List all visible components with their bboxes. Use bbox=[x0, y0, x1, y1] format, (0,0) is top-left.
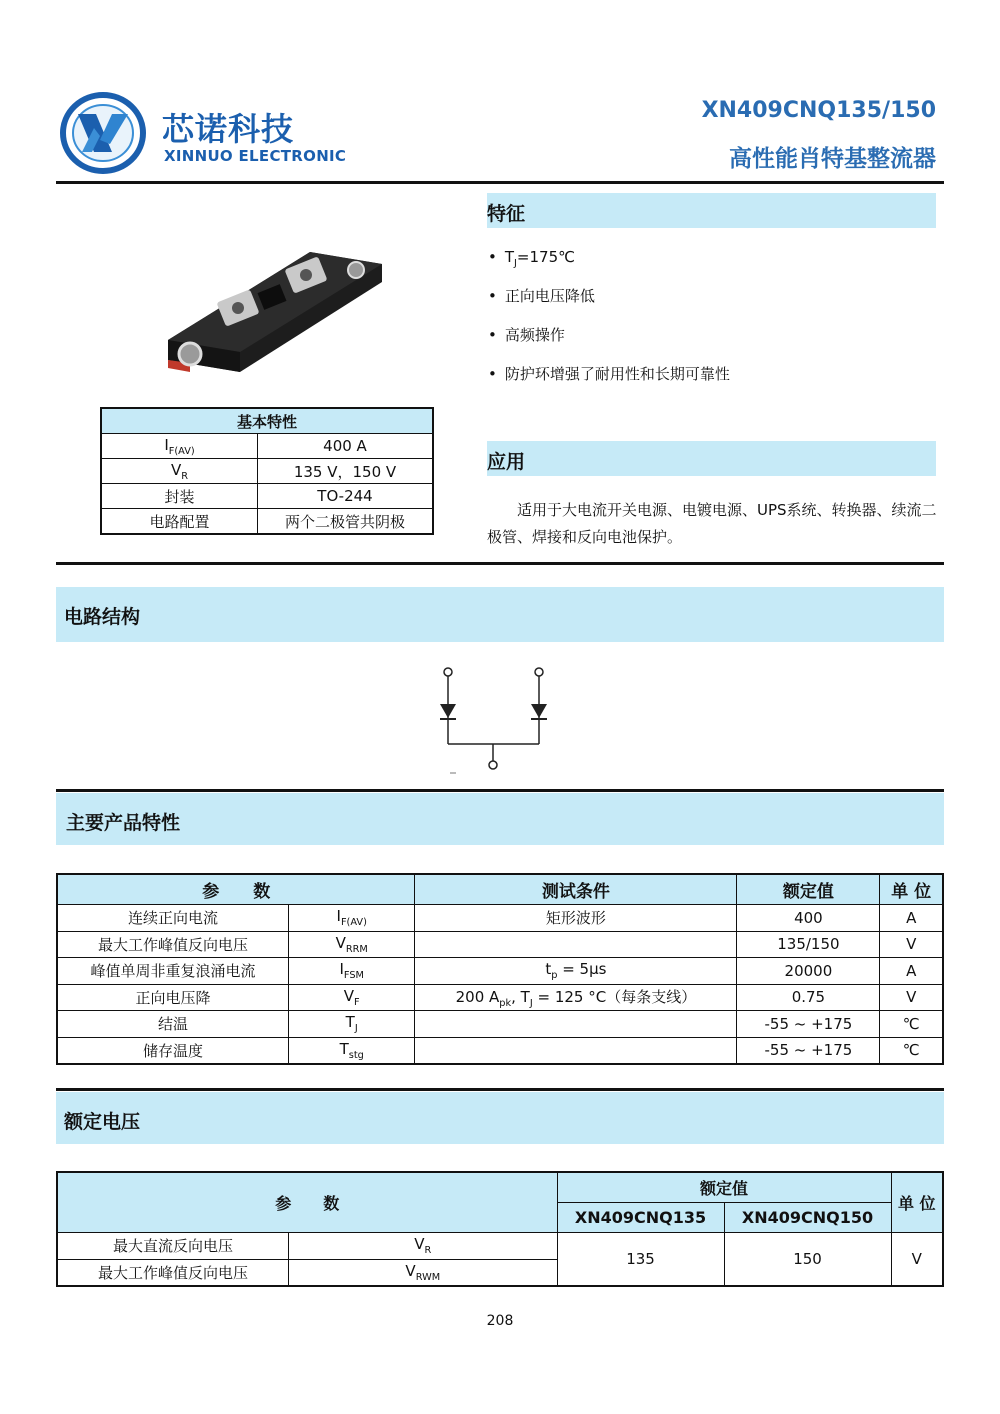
module-product-image bbox=[160, 240, 390, 390]
circuit-diagram bbox=[420, 660, 570, 780]
list-item: • 防护环增强了耐用性和长期可靠性 bbox=[488, 363, 730, 402]
voltage-param-symbol: $V_R$ bbox=[289, 1233, 558, 1260]
table-row bbox=[57, 1037, 943, 1064]
spec-name: 正向电压降 bbox=[57, 984, 289, 1011]
basic-param-cell: 电路配置 bbox=[101, 509, 258, 535]
application-heading-bar bbox=[487, 441, 936, 476]
main-specs-table bbox=[56, 873, 944, 1065]
spec-name: 连续正向电流 bbox=[57, 905, 289, 932]
voltage-value-135: 135 bbox=[557, 1233, 724, 1287]
basic-value-cell: 400 A bbox=[258, 434, 434, 459]
circuit-heading-bar bbox=[56, 587, 944, 642]
basic-characteristics-table bbox=[100, 407, 434, 535]
spec-condition bbox=[415, 1011, 737, 1038]
spec-name: 储存温度 bbox=[57, 1037, 289, 1064]
spec-condition: $t_p = 5\mu s$ bbox=[415, 958, 737, 985]
spec-value: 135/150 bbox=[737, 931, 880, 958]
spec-unit: A bbox=[880, 958, 943, 985]
header-divider bbox=[56, 181, 944, 184]
circuit-title: 电路结构 bbox=[64, 606, 141, 628]
table-row bbox=[57, 984, 943, 1011]
basic-value-cell: TO-244 bbox=[258, 484, 434, 509]
spec-condition bbox=[415, 931, 737, 958]
spec-value: 400 bbox=[737, 905, 880, 932]
company-logo-icon bbox=[60, 92, 146, 174]
voltage-param-name: 最大工作峰值反向电压 bbox=[57, 1259, 289, 1286]
header-param: 参 数 bbox=[57, 874, 415, 905]
basic-table-title: 基本特性 bbox=[101, 408, 433, 434]
spec-symbol: $I_{FSM}$ bbox=[289, 958, 415, 985]
spec-name: 峰值单周非重复浪涌电流 bbox=[57, 958, 289, 985]
features-title: 特征 bbox=[487, 203, 526, 225]
spec-name: 结温 bbox=[57, 1011, 289, 1038]
basic-value-cell: 两个二极管共阴极 bbox=[258, 509, 434, 535]
table-row bbox=[57, 1233, 943, 1260]
table-row bbox=[101, 484, 433, 509]
page-number: 208 bbox=[486, 1313, 514, 1329]
spec-value: 20000 bbox=[737, 958, 880, 985]
spec-symbol: $V_F$ bbox=[289, 984, 415, 1011]
table-row bbox=[57, 958, 943, 985]
header-unit: 单 位 bbox=[880, 874, 943, 905]
spec-symbol: $I_{F(AV)}$ bbox=[289, 905, 415, 932]
table-row bbox=[57, 1011, 943, 1038]
features-heading-bar bbox=[487, 193, 936, 228]
header-rating: 额定值 bbox=[557, 1172, 891, 1203]
spec-unit: ℃ bbox=[880, 1037, 943, 1064]
main-specs-heading-bar bbox=[56, 793, 944, 845]
basic-value-cell: 135 V，150 V bbox=[258, 459, 434, 484]
spec-unit: V bbox=[880, 984, 943, 1011]
voltage-unit: V bbox=[891, 1233, 943, 1287]
section-divider bbox=[56, 562, 944, 565]
header-condition: 测试条件 bbox=[415, 874, 737, 905]
main-specs-title: 主要产品特性 bbox=[66, 812, 181, 834]
spec-value: -55 ~ +175 bbox=[737, 1037, 880, 1064]
basic-param-cell: 封装 bbox=[101, 484, 258, 509]
rated-voltage-title: 额定电压 bbox=[64, 1111, 141, 1133]
voltage-param-symbol: $V_{RWM}$ bbox=[289, 1259, 558, 1286]
voltage-param-name: 最大直流反向电压 bbox=[57, 1233, 289, 1260]
header-param: 参 数 bbox=[57, 1172, 557, 1233]
basic-param-cell: $I_{F(AV)}$ bbox=[101, 434, 258, 459]
spec-condition: 200 $A_{pk}$, $T_J = 125$ °C（每条支线） bbox=[415, 984, 737, 1011]
basic-param-cell: $V_R$ bbox=[101, 459, 258, 484]
spec-value: 0.75 bbox=[737, 984, 880, 1011]
spec-value: -55 ~ +175 bbox=[737, 1011, 880, 1038]
spec-name: 最大工作峰值反向电压 bbox=[57, 931, 289, 958]
rated-voltage-heading-bar bbox=[56, 1092, 944, 1144]
table-row bbox=[57, 905, 943, 932]
brand-name-cn: 芯诺科技 bbox=[162, 110, 295, 148]
table-row bbox=[101, 434, 433, 459]
header-model-150: XN409CNQ150 bbox=[724, 1203, 891, 1233]
model-title: XN409CNQ135/150 bbox=[701, 98, 936, 123]
list-item: • $T_J=175℃$ bbox=[488, 246, 730, 285]
header-model-135: XN409CNQ135 bbox=[557, 1203, 724, 1233]
spec-symbol: $T_{stg}$ bbox=[289, 1037, 415, 1064]
table-row bbox=[101, 509, 433, 535]
rated-voltage-table bbox=[56, 1171, 944, 1287]
list-item: • 高频操作 bbox=[488, 324, 730, 363]
spec-condition bbox=[415, 1037, 737, 1064]
section-divider bbox=[56, 789, 944, 792]
voltage-value-150: 150 bbox=[724, 1233, 891, 1287]
application-title: 应用 bbox=[487, 451, 526, 473]
spec-unit: A bbox=[880, 905, 943, 932]
header-unit: 单 位 bbox=[891, 1172, 943, 1233]
spec-unit: V bbox=[880, 931, 943, 958]
spec-symbol: $T_J$ bbox=[289, 1011, 415, 1038]
model-subtitle: 高性能肖特基整流器 bbox=[729, 146, 936, 172]
section-divider bbox=[56, 1088, 944, 1091]
table-row bbox=[57, 931, 943, 958]
spec-condition: 矩形波形 bbox=[415, 905, 737, 932]
header-rating: 额定值 bbox=[737, 874, 880, 905]
brand-name-en: XINNUO ELECTRONIC bbox=[164, 147, 347, 165]
features-list bbox=[488, 246, 730, 402]
application-text: 适用于大电流开关电源、电镀电源、UPS系统、转换器、续流二极管、焊接和反向电池保护。 bbox=[487, 501, 937, 546]
spec-unit: ℃ bbox=[880, 1011, 943, 1038]
spec-symbol: $V_{RRM}$ bbox=[289, 931, 415, 958]
list-item: • 正向电压降低 bbox=[488, 285, 730, 324]
table-row bbox=[101, 459, 433, 484]
